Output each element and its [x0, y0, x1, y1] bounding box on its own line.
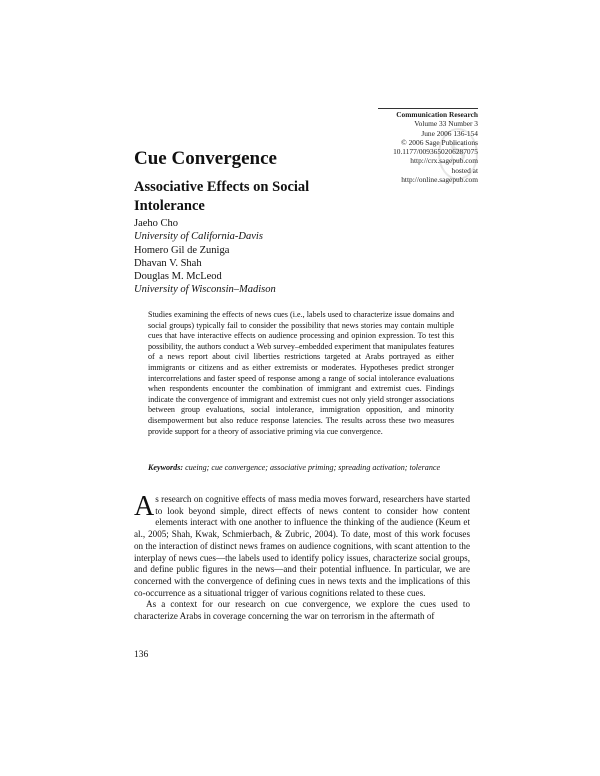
keywords-text: cueing; cue convergence; associative priming; spreading activation; tolerance: [185, 463, 441, 472]
sage-logo-icon: S: [438, 128, 478, 180]
article-subtitle: Associative Effects on Social Intolerance: [134, 179, 310, 214]
author-name: Dhavan V. Shah: [134, 257, 202, 269]
journal-name: Communication Research: [396, 110, 478, 119]
journal-doi[interactable]: 10.1177/0093650206287075: [393, 147, 478, 157]
journal-date-pages: June 2006 136-154: [421, 128, 478, 138]
body-text: [134, 491, 470, 623]
body-paragraph: As a context for our research on cue convergence, we explore the cues used to characterize Arabs in coverage concerning the war on terrorism in the aftermath of: [134, 599, 470, 622]
keywords-label: Keywords:: [148, 463, 184, 472]
journal-url[interactable]: http://crx.sagepub.com: [410, 156, 478, 166]
journal-info-block: [378, 110, 478, 184]
journal-volume: Volume 33 Number 3: [414, 119, 478, 129]
article-title: Cue Convergence: [134, 148, 277, 169]
author-name: Jaeho Cho: [134, 218, 179, 229]
page-number: 136: [134, 650, 149, 660]
journal-info-rule: [378, 108, 478, 109]
author-list: [134, 217, 276, 297]
dropcap: A: [134, 491, 155, 522]
journal-hosted-label: hosted at: [451, 165, 478, 175]
paragraph-text: s research on cognitive effects of mass media moves forward, researchers have started to look beyond simple, direct effects of news content to consider how content elements interact with one another to influence the thinking of the audience (Keum et al., 2005; Shah, Kwak, Schmierbach, & Zubric, 2004). To date, most of this work focuses on the interaction of distinct news frames on audience cognitions, with scant attention to the interplay of news cues—the labels used to identify policy issues, characterize social groups, and define public figures in the news—and their potential influence. In particular, we are concerned with the convergence of defining cues in news texts and the implications of this co-occurrence as a situational trigger of various cognitions related to these cues.: [134, 494, 470, 598]
author-name: Homero Gil de Zuniga: [134, 244, 230, 256]
author-name: Douglas M. McLeod: [134, 271, 222, 283]
journal-host-url[interactable]: http://online.sagepub.com: [401, 175, 478, 185]
author-affiliation: University of California-Davis: [134, 231, 263, 243]
journal-copyright: © 2006 Sage Publications: [401, 137, 478, 147]
abstract: Studies examining the effects of news cues (i.e., labels used to characterize issue domains and social groups) typically fail to consider the possibility that news stories may contain multiple cues that have interactive effects on audience processing and opinion expression. To test this possibility, the authors conduct a Web survey–embedded experiment that manipulates features of a news report about civil liberties restrictions targeted at Arabs portrayed as either immigrants or citizens and as either extremists or moderates. Hypotheses predict stronger intercorrelations and faster speed of response among a range of social intolerance evaluations when respondents encounter the combination of immigrant and extremist cues. Findings indicate the convergence of immigrant and extremist cues not only yield stronger associations between group evaluations, social intolerance, immigration opposition, and minority disempowerment but also reduce response latencies. The results across these two measures provide support for a theory of associative priming via cue convergence.: [148, 310, 454, 436]
body-paragraph: [134, 491, 470, 599]
keywords: [148, 463, 454, 474]
author-affiliation: University of Wisconsin–Madison: [134, 284, 276, 296]
